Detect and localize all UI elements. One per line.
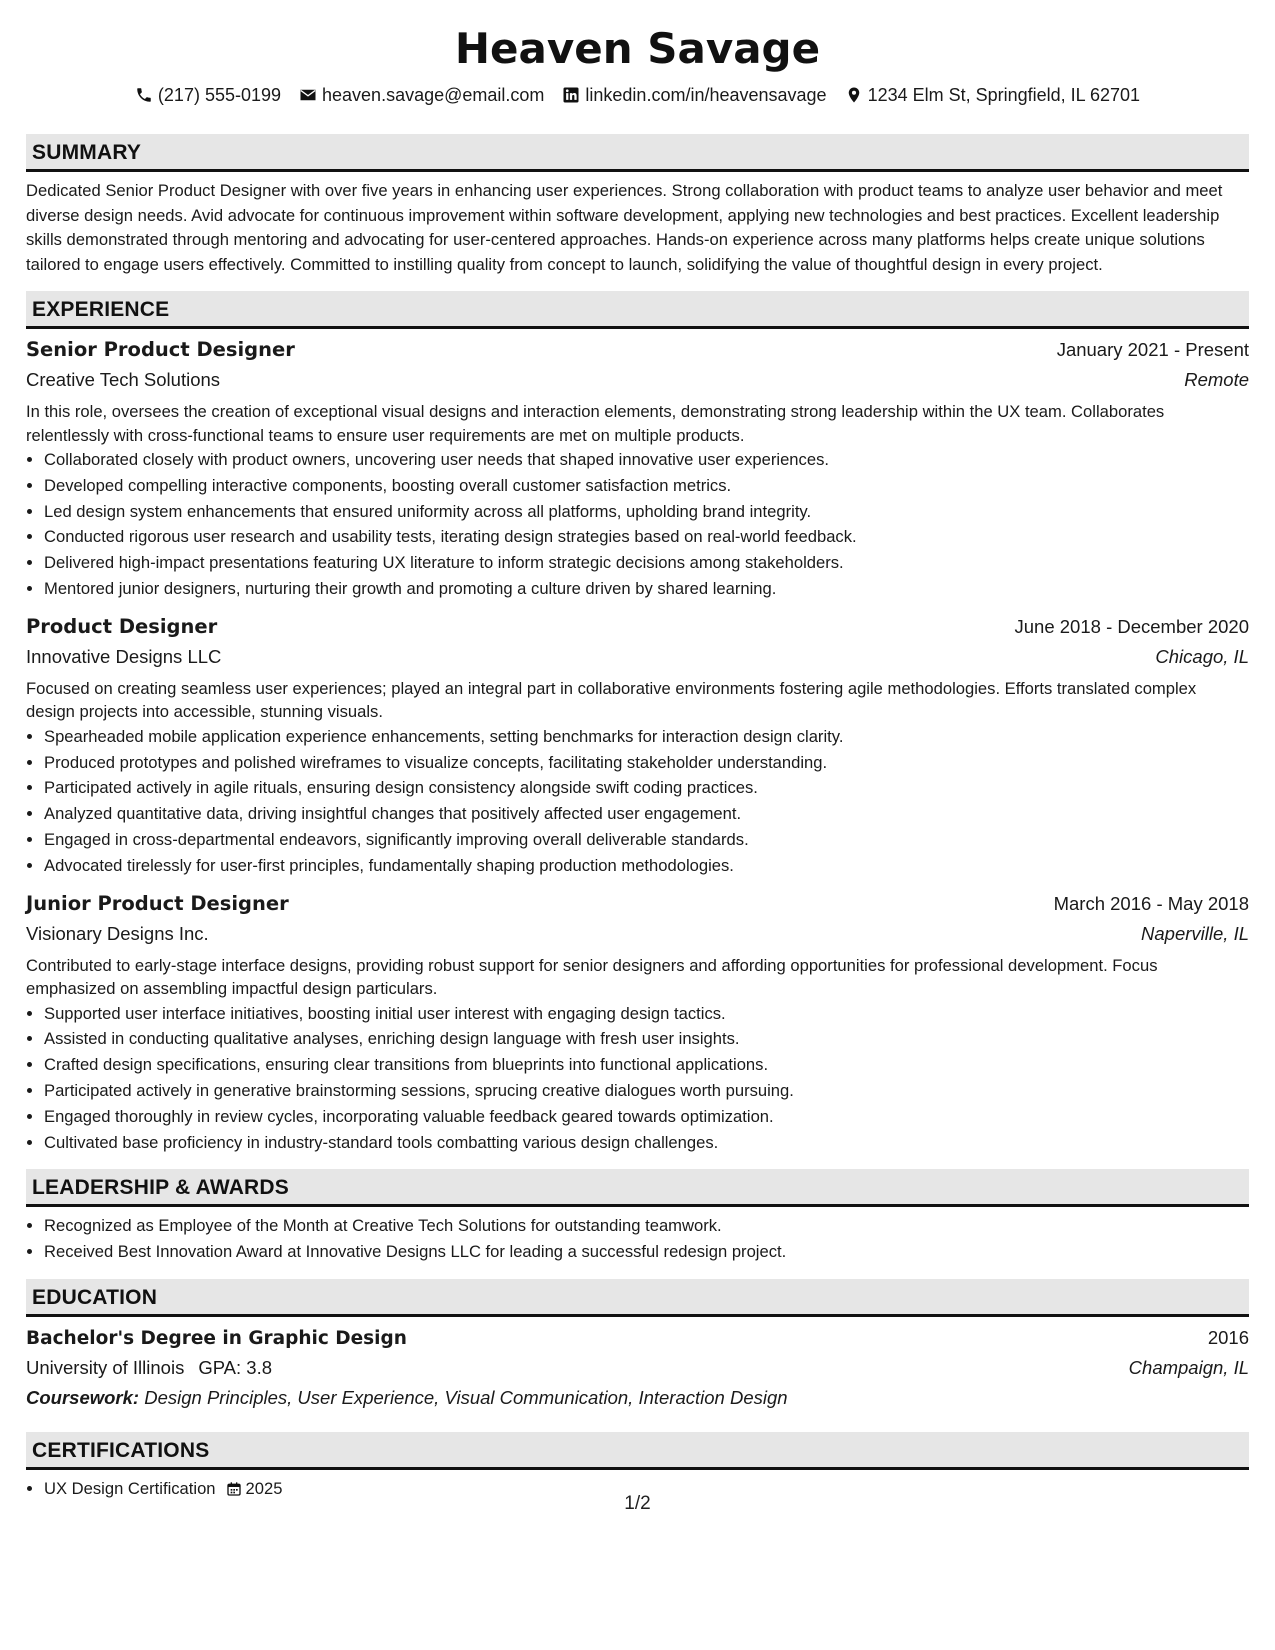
job-entry xyxy=(26,612,1249,879)
contact-phone[interactable] xyxy=(135,84,281,106)
school-name: University of Illinois xyxy=(26,1356,185,1378)
list-item: • Spearheaded mobile application experience enhancements, setting benchmarks for interaction design clarity. xyxy=(44,724,1249,750)
coursework-line xyxy=(26,1383,1249,1412)
list-item: • Participated actively in agile rituals, ensuring design consistency alongside swift coding practices. xyxy=(44,775,1249,801)
list-item: • Conducted rigorous user research and usability tests, iterating design strategies based on real-world feedback. xyxy=(44,524,1249,550)
linkedin-text: linkedin.com/in/heavensavage xyxy=(585,85,827,105)
candidate-name: Heaven Savage xyxy=(454,24,821,73)
list-item: • Supported user interface initiatives, boosting initial user interest with engaging design tactics. xyxy=(44,1001,1249,1027)
list-item: • Developed compelling interactive components, boosting overall customer satisfaction metrics. xyxy=(44,473,1249,499)
coursework-label: Coursework: xyxy=(26,1386,140,1408)
list-item: • Engaged thoroughly in review cycles, incorporating valuable feedback geared towards optimization. xyxy=(44,1104,1249,1130)
job-title: Product Designer xyxy=(26,614,218,638)
address-text: 1234 Elm St, Springfield, IL 62701 xyxy=(867,85,1141,105)
job-description: Contributed to early-stage interface designs, providing robust support for senior designers and affording opportunities for professional development. Focus emphasized on assembling impactful design particulars. xyxy=(26,955,1158,999)
contact-bar xyxy=(26,84,1249,106)
job-dates: June 2018 - December 2020 xyxy=(1014,615,1249,637)
list-item: • Produced prototypes and polished wireframes to visualize concepts, facilitating stakeholder understanding. xyxy=(44,750,1249,776)
job-location: Remote xyxy=(1184,369,1249,390)
phone-text: (217) 555-0199 xyxy=(157,85,282,105)
job-dates: January 2021 - Present xyxy=(1056,339,1249,360)
job-company: Visionary Designs Inc. xyxy=(26,922,209,944)
list-item: • Analyzed quantitative data, driving insightful changes that positively affected user engagement. xyxy=(44,801,1249,827)
job-entry xyxy=(26,335,1249,602)
degree-title: Bachelor's Degree in Graphic Design xyxy=(26,1327,407,1349)
list-item: • Participated actively in generative brainstorming sessions, sprucing creative dialogues worth pursuing. xyxy=(44,1078,1249,1104)
education-heading: EDUCATION xyxy=(26,1279,1249,1317)
job-description: Focused on creating seamless user experiences; played an integral part in collaborative environments fostering agile methodologies. Efforts translated complex design projects into accessible, stunning visuals. xyxy=(26,678,1197,722)
job-bullets xyxy=(26,724,1249,879)
cert-year: 2025 xyxy=(245,1478,283,1498)
list-item: • Assisted in conducting qualitative analyses, enriching design language with fresh user insights. xyxy=(44,1026,1249,1052)
awards-heading: LEADERSHIP & AWARDS xyxy=(26,1169,1249,1207)
job-company: Creative Tech Solutions xyxy=(26,369,221,390)
phone-icon xyxy=(135,86,153,104)
envelope-icon xyxy=(299,86,317,104)
job-description: In this role, oversees the creation of exceptional visual designs and interaction elements, demonstrating strong leadership within the UX team. Collaborates relentlessly with cross-functional teams to ensure user requirements are met on multiple products. xyxy=(26,402,1165,445)
job-location: Chicago, IL xyxy=(1155,645,1249,667)
summary-heading: SUMMARY xyxy=(26,134,1249,172)
list-item: • Led design system enhancements that ensured uniformity across all platforms, upholding brand integrity. xyxy=(44,499,1249,525)
certifications-heading: CERTIFICATIONS xyxy=(26,1432,1249,1470)
education-entry xyxy=(26,1323,1249,1412)
job-company: Innovative Designs LLC xyxy=(26,645,222,667)
contact-linkedin[interactable] xyxy=(562,84,826,106)
job-bullets xyxy=(26,447,1249,602)
job-bullets xyxy=(26,1001,1249,1156)
map-pin-icon xyxy=(845,86,863,104)
contact-email[interactable] xyxy=(299,84,544,106)
job-entry xyxy=(26,889,1249,1156)
list-item: • Received Best Innovation Award at Innovative Designs LLC for leading a successful redesign project. xyxy=(44,1239,1249,1265)
list-item: • Crafted design specifications, ensuring clear transitions from blueprints into functional applications. xyxy=(44,1052,1249,1078)
gpa-text: GPA: 3.8 xyxy=(198,1356,273,1378)
list-item: • Delivered high-impact presentations featuring UX literature to inform strategic decisions among stakeholders. xyxy=(44,550,1249,576)
list-item: • Collaborated closely with product owners, uncovering user needs that shaped innovative user experiences. xyxy=(44,447,1249,473)
contact-address xyxy=(845,84,1141,106)
cert-name: • UX Design Certification xyxy=(44,1478,216,1498)
school-location: Champaign, IL xyxy=(1128,1356,1249,1378)
list-item: • Cultivated base proficiency in industry-standard tools combatting various design challenges. xyxy=(44,1130,1249,1156)
awards-list xyxy=(26,1213,1249,1265)
job-location: Naperville, IL xyxy=(1141,922,1249,944)
page-number: 1/2 xyxy=(624,1493,651,1514)
job-title: Senior Product Designer xyxy=(26,338,295,361)
coursework-text: Design Principles, User Experience, Visual Communication, Interaction Design xyxy=(144,1386,788,1408)
summary-text: Dedicated Senior Product Designer with over five years in enhancing user experiences. Strong collaboration with product teams to analyze user behavior and meet diverse design needs. Avid advocate for continuous improvement within software development, applying new technologies and best practices. Excellent leadership skills demonstrated through mentoring and advocating for user-centered approaches. Hands-on experience across many platforms helps create unique solutions tailored to engage users effectively. Committed to instilling quality from concept to launch, solidifying the value of thoughtful design in every project. xyxy=(26,181,1223,274)
linkedin-icon xyxy=(562,86,580,104)
list-item: • Engaged in cross-departmental endeavors, significantly improving overall deliverable standards. xyxy=(44,827,1249,853)
list-item: • Advocated tirelessly for user-first principles, fundamentally shaping production methodologies. xyxy=(44,853,1249,879)
list-item: • Mentored junior designers, nurturing their growth and promoting a culture driven by shared learning. xyxy=(44,576,1249,602)
list-item: • Recognized as Employee of the Month at Creative Tech Solutions for outstanding teamwork. xyxy=(44,1213,1249,1239)
email-text: heaven.savage@email.com xyxy=(322,85,545,105)
school-info xyxy=(26,1353,272,1383)
graduation-year: 2016 xyxy=(1207,1326,1249,1348)
job-title: Junior Product Designer xyxy=(26,891,289,915)
experience-heading: EXPERIENCE xyxy=(26,291,1249,329)
job-dates: March 2016 - May 2018 xyxy=(1053,892,1249,914)
